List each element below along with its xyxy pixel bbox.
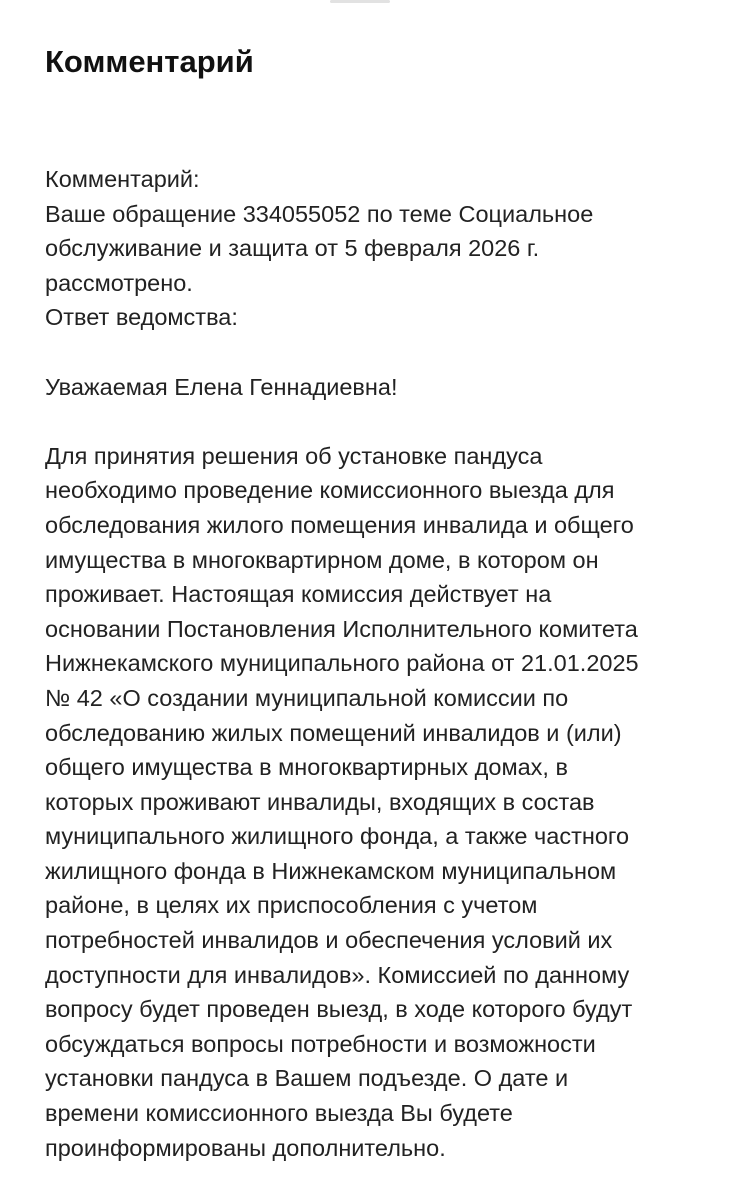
- response-line: основании Постановления Исполнительного комитета: [45, 615, 638, 642]
- response-label: Ответ ведомства:: [45, 304, 238, 331]
- appeal-line: Ваше обращение 334055052 по теме Социальное: [45, 200, 594, 227]
- response-line: районе, в целях их приспособления с учетом: [45, 892, 538, 919]
- response-line: обследования жилого помещения инвалида и общего: [45, 511, 634, 538]
- response-line: имущества в многоквартирном доме, в котором он: [45, 546, 599, 573]
- response-line: проживает. Настоящая комиссия действует на: [45, 581, 552, 608]
- response-line: обсуждаться вопросы потребности и возможности: [45, 1030, 596, 1057]
- appeal-line: обслуживание и защита от 5 февраля 2026 г.: [45, 235, 540, 262]
- response-line: общего имущества в многоквартирных домах, в: [45, 754, 568, 781]
- response-line: потребностей инвалидов и обеспечения условий их: [45, 927, 613, 954]
- sheet-drag-handle[interactable]: [330, 0, 390, 3]
- greeting: Уважаемая Елена Геннадиевна!: [45, 373, 398, 400]
- response-line: времени комиссионного выезда Вы будете: [45, 1100, 513, 1127]
- response-line: жилищного фонда в Нижнекамском муниципальном: [45, 857, 617, 884]
- response-line: доступности для инвалидов». Комиссией по данному: [45, 961, 630, 988]
- response-line: № 42 «О создании муниципальной комиссии по: [45, 684, 569, 711]
- response-line: Нижнекамского муниципального района от 21.01.2025: [45, 650, 639, 677]
- response-line: которых проживают инвалиды, входящих в состав: [45, 788, 595, 815]
- response-line: установки пандуса в Вашем подъезде. О дате и: [45, 1065, 569, 1092]
- response-line: вопросу будет проведен выезд, в ходе которого будут: [45, 996, 633, 1023]
- response-line: Для принятия решения об установке пандуса: [45, 442, 543, 469]
- response-line: необходимо проведение комиссионного выезда для: [45, 477, 615, 504]
- comment-body: [45, 162, 715, 1165]
- comment-label: Комментарий:: [45, 166, 200, 192]
- page-title: Комментарий: [45, 44, 254, 79]
- spacer: [45, 335, 715, 370]
- appeal-line: рассмотрено.: [45, 269, 193, 296]
- response-line: муниципального жилищного фонда, а также частного: [45, 823, 630, 850]
- comment-card: [45, 38, 715, 1165]
- spacer: [45, 404, 715, 439]
- response-line: проинформированы дополнительно.: [45, 1134, 446, 1161]
- response-line: обследованию жилых помещений инвалидов и (или): [45, 719, 622, 746]
